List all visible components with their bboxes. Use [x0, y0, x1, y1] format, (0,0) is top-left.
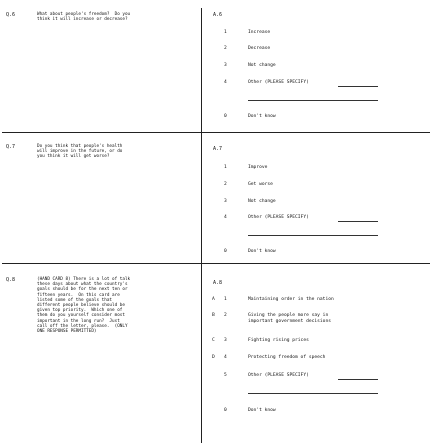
question-text-q7: Do you think that people's health will improve in the future, or do you think it will get worse?	[37, 144, 123, 160]
option-code: 3	[224, 63, 227, 68]
section-label-a7: A.7	[213, 146, 223, 152]
option-code: 2	[224, 46, 227, 51]
option-letter: B	[212, 313, 215, 318]
option-code: 0	[224, 408, 227, 413]
option-label-freedom-of-speech[interactable]: Protecting freedom of speech	[248, 355, 326, 360]
option-code: 4	[224, 215, 227, 220]
option-label-decrease[interactable]: Decrease	[248, 46, 271, 51]
option-label-increase[interactable]: Increase	[248, 30, 271, 35]
section-divider	[2, 132, 430, 133]
question-number-q7: Q.7	[6, 144, 16, 150]
specify-line-2[interactable]	[248, 393, 378, 394]
section-label-a6: A.6	[213, 12, 223, 18]
option-letter: D	[212, 355, 215, 360]
option-code: 1	[224, 165, 227, 170]
section-divider	[2, 263, 430, 264]
option-label-dont-know[interactable]: Don't know	[248, 408, 276, 413]
option-letter: A	[212, 297, 215, 302]
question-number-q8: Q.8	[6, 277, 16, 283]
specify-line[interactable]	[338, 379, 378, 380]
option-label-not-change[interactable]: Not change	[248, 63, 276, 68]
option-code: 0	[224, 249, 227, 254]
question-text-q6: What about people's freedom? Do you think it will increase or decrease?	[37, 12, 131, 23]
option-label-improve[interactable]: Improve	[248, 165, 268, 170]
option-code: 4	[224, 355, 227, 360]
option-code: 3	[224, 199, 227, 204]
option-label-fighting-prices[interactable]: Fighting rising prices	[248, 338, 309, 343]
question-text-q8: (HAND CARD 8) There is a lot of talk these days about what the country's goals should be for the next ten or fifteen years. On this card are listed some of the goals that different people believe should be given top priority. Which one of them do you yourself consider most important in the long run? Just call off the letter, please. (ONLY ONE RESPONSE PERMITTED)	[37, 277, 131, 335]
option-label-get-worse[interactable]: Get worse	[248, 182, 273, 187]
option-code: 2	[224, 313, 227, 318]
column-divider	[201, 8, 202, 443]
option-code: 0	[224, 114, 227, 119]
specify-line-2[interactable]	[248, 235, 378, 236]
option-label-dont-know[interactable]: Don't know	[248, 249, 276, 254]
option-code: 4	[224, 80, 227, 85]
option-code: 3	[224, 338, 227, 343]
option-label-dont-know[interactable]: Don't know	[248, 114, 276, 119]
option-letter: C	[212, 338, 215, 343]
specify-line[interactable]	[338, 221, 378, 222]
option-label-not-change[interactable]: Not change	[248, 199, 276, 204]
option-code: 1	[224, 297, 227, 302]
question-number-q6: Q.6	[6, 12, 16, 18]
option-label-other[interactable]: Other (PLEASE SPECIFY)	[248, 80, 309, 85]
option-label-other[interactable]: Other (PLEASE SPECIFY)	[248, 373, 309, 378]
option-code: 2	[224, 182, 227, 187]
specify-line-2[interactable]	[248, 100, 378, 101]
option-label-giving-people-say[interactable]: Giving the people more say in important government decisions	[248, 313, 331, 324]
option-label-maintaining-order[interactable]: Maintaining order in the nation	[248, 297, 334, 302]
option-code: 5	[224, 373, 227, 378]
option-code: 1	[224, 30, 227, 35]
option-label-other[interactable]: Other (PLEASE SPECIFY)	[248, 215, 309, 220]
specify-line[interactable]	[338, 86, 378, 87]
section-label-a8: A.8	[213, 280, 223, 286]
